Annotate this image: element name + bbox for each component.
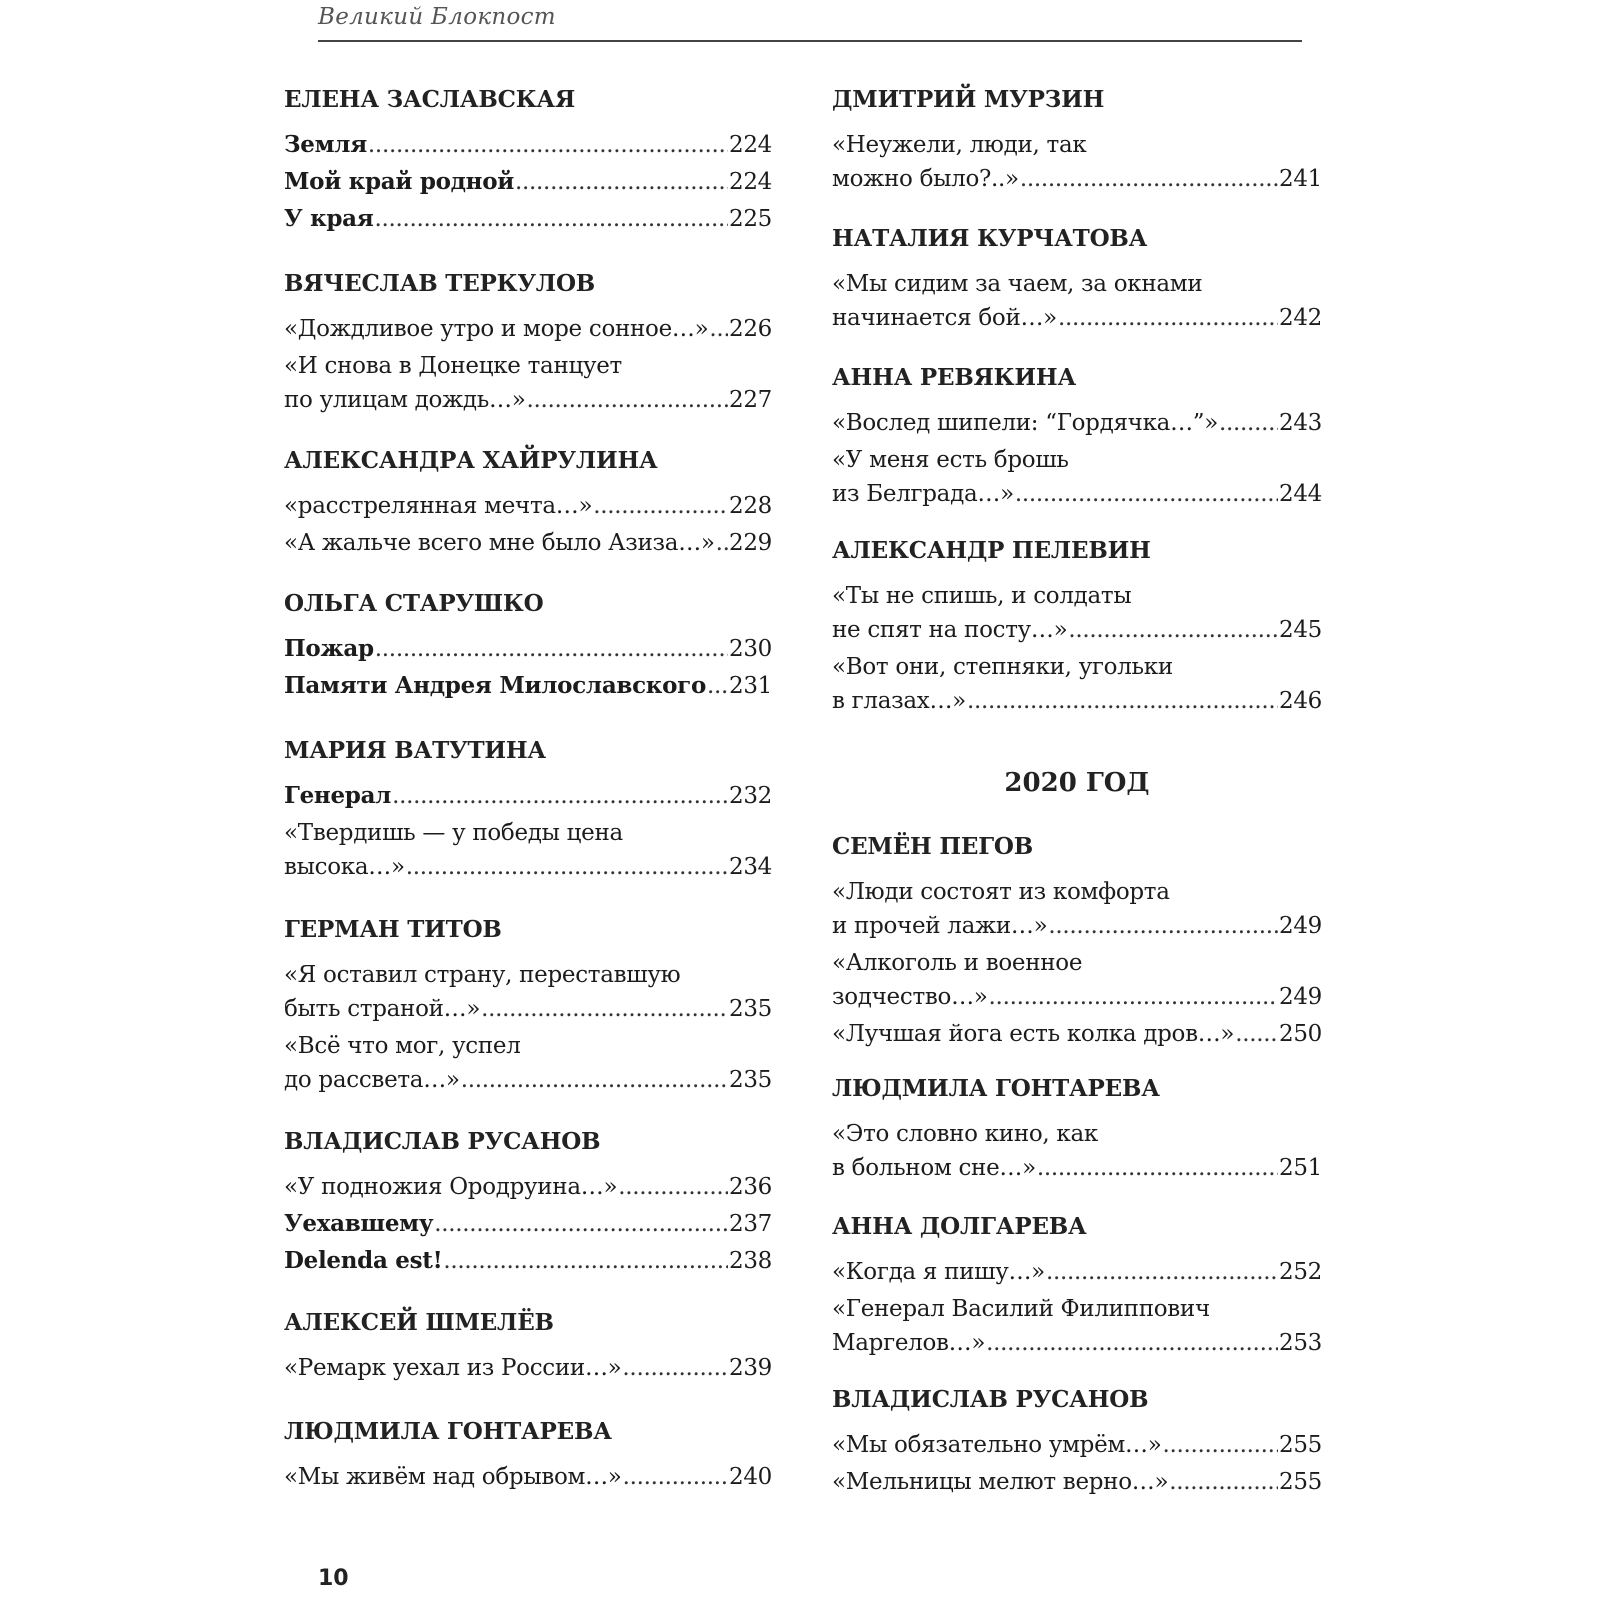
author-name: ЛЮДМИЛА ГОНТАРЕВА bbox=[284, 1418, 612, 1445]
entry-title-line: Delenda est! bbox=[284, 1247, 443, 1274]
author-name: АННА ДОЛГАРЕВА bbox=[832, 1213, 1087, 1240]
entry-title-line: «Вот они, степняки, угольки bbox=[832, 654, 1173, 680]
author-section bbox=[832, 86, 1322, 199]
entry-title-line: и прочей лажи…» bbox=[832, 913, 1048, 939]
entry-page-number: 251 bbox=[1279, 1155, 1322, 1181]
entry-title-line: «Это словно кино, как bbox=[832, 1121, 1098, 1147]
dot-leader bbox=[368, 128, 728, 162]
author-name: ЕЛЕНА ЗАСЛАВСКАЯ bbox=[284, 86, 576, 113]
dot-leader bbox=[1046, 1255, 1278, 1289]
entry-title-line: Маргелов…» bbox=[832, 1330, 986, 1356]
toc-entry[interactable] bbox=[832, 946, 1322, 1014]
author-name: АЛЕКСАНДР ПЕЛЕВИН bbox=[832, 537, 1151, 564]
toc-entry[interactable] bbox=[284, 779, 772, 813]
page-number: 10 bbox=[318, 1566, 349, 1591]
toc-entry[interactable] bbox=[832, 406, 1322, 440]
entry-title-line: «Мы сидим за чаем, за окнами bbox=[832, 271, 1203, 297]
entry-page-number: 226 bbox=[729, 316, 772, 342]
toc-entry[interactable] bbox=[284, 312, 772, 346]
entry-title-line: в больном сне…» bbox=[832, 1155, 1036, 1181]
entry-title-line: «И снова в Донецке танцует bbox=[284, 353, 622, 379]
entry-title-line: «Твердишь — у победы цена bbox=[284, 820, 623, 846]
entry-title-line: У края bbox=[284, 205, 374, 232]
dot-leader bbox=[1219, 406, 1278, 440]
entry-title-line: быть страной…» bbox=[284, 996, 481, 1022]
toc-entry[interactable] bbox=[284, 669, 772, 703]
entry-page-number: 234 bbox=[729, 854, 772, 880]
dot-leader bbox=[986, 1326, 1278, 1360]
dot-leader bbox=[1235, 1017, 1278, 1051]
author-section bbox=[832, 833, 1322, 1054]
author-name: ВЛАДИСЛАВ РУСАНОВ bbox=[284, 1128, 601, 1155]
entry-page-number: 249 bbox=[1279, 984, 1322, 1010]
author-section bbox=[832, 364, 1322, 514]
author-section bbox=[832, 537, 1322, 721]
author-section bbox=[284, 447, 772, 563]
entry-page-number: 231 bbox=[729, 673, 772, 699]
entry-page-number: 255 bbox=[1279, 1432, 1322, 1458]
entry-title-line: «Всё что мог, успел bbox=[284, 1033, 521, 1059]
toc-entry[interactable] bbox=[284, 816, 772, 884]
toc-entry[interactable] bbox=[284, 128, 772, 162]
toc-entry[interactable] bbox=[832, 1292, 1322, 1360]
dot-leader bbox=[1015, 477, 1278, 511]
section-year-heading: 2020 ГОД bbox=[1004, 768, 1150, 798]
entry-title-line: до рассвета…» bbox=[284, 1067, 460, 1093]
dot-leader bbox=[443, 1244, 728, 1278]
entry-title-line: «Я оставил страну, переставшую bbox=[284, 962, 681, 988]
dot-leader bbox=[461, 1063, 728, 1097]
dot-leader bbox=[374, 202, 728, 236]
toc-entry[interactable] bbox=[284, 1207, 772, 1241]
author-name: АННА РЕВЯКИНА bbox=[832, 364, 1076, 391]
entry-title-line: «Мы живём над обрывом…» bbox=[284, 1464, 622, 1490]
author-name: ОЛЬГА СТАРУШКО bbox=[284, 590, 544, 617]
entry-page-number: 235 bbox=[729, 1067, 772, 1093]
toc-entry[interactable] bbox=[832, 1255, 1322, 1289]
author-name: СЕМЁН ПЕГОВ bbox=[832, 833, 1033, 860]
entry-page-number: 227 bbox=[729, 387, 772, 413]
entry-page-number: 224 bbox=[729, 132, 772, 158]
dot-leader bbox=[1048, 909, 1278, 943]
author-name: ВЛАДИСЛАВ РУСАНОВ bbox=[832, 1386, 1149, 1413]
dot-leader bbox=[1058, 301, 1278, 335]
toc-entry[interactable] bbox=[832, 1117, 1322, 1185]
entry-title-line: в глазах…» bbox=[832, 688, 966, 714]
entry-page-number: 230 bbox=[729, 636, 772, 662]
entry-title-line: «Дождливое утро и море сонное…» bbox=[284, 316, 709, 342]
entry-title-line: «Вослед шипели: “Гордячка…”» bbox=[832, 410, 1219, 436]
toc-entry[interactable] bbox=[284, 1029, 772, 1097]
entry-page-number: 240 bbox=[729, 1464, 772, 1490]
dot-leader bbox=[406, 850, 728, 884]
entry-page-number: 245 bbox=[1279, 617, 1322, 643]
toc-entry[interactable] bbox=[832, 267, 1322, 335]
dot-leader bbox=[618, 1170, 728, 1204]
entry-page-number: 224 bbox=[729, 169, 772, 195]
entry-title-line: Уехавшему bbox=[284, 1210, 434, 1237]
entry-page-number: 242 bbox=[1279, 305, 1322, 331]
dot-leader bbox=[515, 165, 728, 199]
toc-entry[interactable] bbox=[284, 489, 772, 523]
running-head: Великий Блокпост bbox=[318, 4, 556, 30]
toc-entry[interactable] bbox=[284, 349, 772, 417]
entry-title-line: «Люди состоят из комфорта bbox=[832, 879, 1170, 905]
toc-entry[interactable] bbox=[832, 128, 1322, 196]
dot-leader bbox=[1162, 1428, 1278, 1462]
entry-page-number: 238 bbox=[729, 1248, 772, 1274]
entry-page-number: 241 bbox=[1279, 166, 1322, 192]
entry-page-number: 225 bbox=[729, 206, 772, 232]
author-name: НАТАЛИЯ КУРЧАТОВА bbox=[832, 225, 1148, 252]
dot-leader bbox=[593, 489, 728, 523]
author-name: ЛЮДМИЛА ГОНТАРЕВА bbox=[832, 1075, 1160, 1102]
entry-page-number: 239 bbox=[729, 1355, 772, 1381]
author-section bbox=[284, 1418, 772, 1497]
dot-leader bbox=[527, 383, 729, 417]
toc-entry[interactable] bbox=[832, 1017, 1322, 1051]
entry-title-line: «Мы обязательно умрём…» bbox=[832, 1432, 1162, 1458]
entry-title-line: начинается бой…» bbox=[832, 305, 1057, 331]
entry-page-number: 236 bbox=[729, 1174, 772, 1200]
toc-entry[interactable] bbox=[284, 632, 772, 666]
toc-entry[interactable] bbox=[284, 1460, 772, 1494]
entry-title-line: Генерал bbox=[284, 782, 392, 809]
author-name: МАРИЯ ВАТУТИНА bbox=[284, 737, 546, 764]
entry-page-number: 244 bbox=[1279, 481, 1322, 507]
entry-page-number: 246 bbox=[1279, 688, 1322, 714]
dot-leader bbox=[967, 684, 1278, 718]
entry-title-line: высока…» bbox=[284, 854, 405, 880]
dot-leader bbox=[707, 669, 728, 703]
entry-page-number: 252 bbox=[1279, 1259, 1322, 1285]
entry-title-line: Памяти Андрея Милославского bbox=[284, 672, 706, 699]
author-section bbox=[284, 1309, 772, 1388]
entry-title-line: Пожар bbox=[284, 635, 374, 662]
toc-entry[interactable] bbox=[284, 202, 772, 236]
entry-title-line: «Неужели, люди, так bbox=[832, 132, 1087, 158]
entry-title-line: «Ремарк уехал из России…» bbox=[284, 1355, 622, 1381]
toc-entry[interactable] bbox=[832, 1465, 1322, 1499]
entry-page-number: 228 bbox=[729, 493, 772, 519]
entry-title-line: не спят на посту…» bbox=[832, 617, 1068, 643]
header-rule bbox=[318, 40, 1302, 42]
entry-title-line: зодчество…» bbox=[832, 984, 988, 1010]
toc-entry[interactable] bbox=[284, 165, 772, 199]
dot-leader bbox=[622, 1351, 728, 1385]
entry-title-line: «У меня есть брошь bbox=[832, 447, 1069, 473]
entry-page-number: 249 bbox=[1279, 913, 1322, 939]
entry-title-line: «Мельницы мелют верно…» bbox=[832, 1469, 1169, 1495]
author-section bbox=[284, 737, 772, 887]
entry-page-number: 255 bbox=[1279, 1469, 1322, 1495]
toc-entry[interactable] bbox=[284, 958, 772, 1026]
toc-entry[interactable] bbox=[284, 1351, 772, 1385]
entry-page-number: 243 bbox=[1279, 410, 1322, 436]
toc-entry[interactable] bbox=[832, 443, 1322, 511]
dot-leader bbox=[1068, 613, 1278, 647]
author-section bbox=[284, 1128, 772, 1281]
entry-page-number: 229 bbox=[729, 530, 772, 556]
toc-entry[interactable] bbox=[832, 650, 1322, 718]
author-section bbox=[832, 1386, 1322, 1502]
author-section bbox=[284, 86, 772, 239]
entry-title-line: по улицам дождь…» bbox=[284, 387, 526, 413]
toc-entry[interactable] bbox=[832, 875, 1322, 943]
entry-page-number: 253 bbox=[1279, 1330, 1322, 1356]
entry-title-line: «А жальче всего мне было Азиза…» bbox=[284, 530, 715, 556]
entry-title-line: «Когда я пишу…» bbox=[832, 1259, 1045, 1285]
entry-title-line: Земля bbox=[284, 131, 367, 158]
entry-title-line: «расстрелянная мечта…» bbox=[284, 493, 593, 519]
entry-title-line: Мой край родной bbox=[284, 168, 515, 195]
author-name: АЛЕКСЕЙ ШМЕЛЁВ bbox=[284, 1309, 554, 1336]
author-name: АЛЕКСАНДРА ХАЙРУЛИНА bbox=[284, 447, 658, 474]
toc-entry[interactable] bbox=[832, 579, 1322, 647]
entry-title-line: «Ты не спишь, и солдаты bbox=[832, 583, 1132, 609]
dot-leader bbox=[434, 1207, 728, 1241]
author-name: ГЕРМАН ТИТОВ bbox=[284, 916, 502, 943]
entry-page-number: 235 bbox=[729, 996, 772, 1022]
author-name: ВЯЧЕСЛАВ ТЕРКУЛОВ bbox=[284, 270, 596, 297]
entry-page-number: 237 bbox=[729, 1211, 772, 1237]
dot-leader bbox=[481, 992, 728, 1026]
author-section bbox=[832, 1213, 1322, 1363]
author-section bbox=[284, 270, 772, 420]
entry-title-line: «Генерал Василий Филиппович bbox=[832, 1296, 1210, 1322]
dot-leader bbox=[1169, 1465, 1278, 1499]
entry-title-line: «Алкоголь и военное bbox=[832, 950, 1083, 976]
entry-title-line: «Лучшая йога есть колка дров…» bbox=[832, 1021, 1235, 1047]
author-section bbox=[832, 1075, 1322, 1188]
author-section bbox=[832, 225, 1322, 338]
author-section bbox=[284, 590, 772, 706]
toc-entry[interactable] bbox=[832, 1428, 1322, 1462]
dot-leader bbox=[989, 980, 1278, 1014]
entry-page-number: 232 bbox=[729, 783, 772, 809]
entry-title-line: из Белграда…» bbox=[832, 481, 1014, 507]
dot-leader bbox=[375, 632, 728, 666]
toc-entry[interactable] bbox=[284, 526, 772, 560]
dot-leader bbox=[1020, 162, 1278, 196]
dot-leader bbox=[623, 1460, 728, 1494]
entry-title-line: можно было?..» bbox=[832, 166, 1019, 192]
dot-leader bbox=[1037, 1151, 1278, 1185]
dot-leader bbox=[716, 526, 728, 560]
dot-leader bbox=[392, 779, 728, 813]
author-name: ДМИТРИЙ МУРЗИН bbox=[832, 86, 1105, 113]
entry-title-line: «У подножия Ородруина…» bbox=[284, 1174, 618, 1200]
toc-entry[interactable] bbox=[284, 1244, 772, 1278]
author-section bbox=[284, 916, 772, 1100]
dot-leader bbox=[709, 312, 728, 346]
toc-entry[interactable] bbox=[284, 1170, 772, 1204]
entry-page-number: 250 bbox=[1279, 1021, 1322, 1047]
